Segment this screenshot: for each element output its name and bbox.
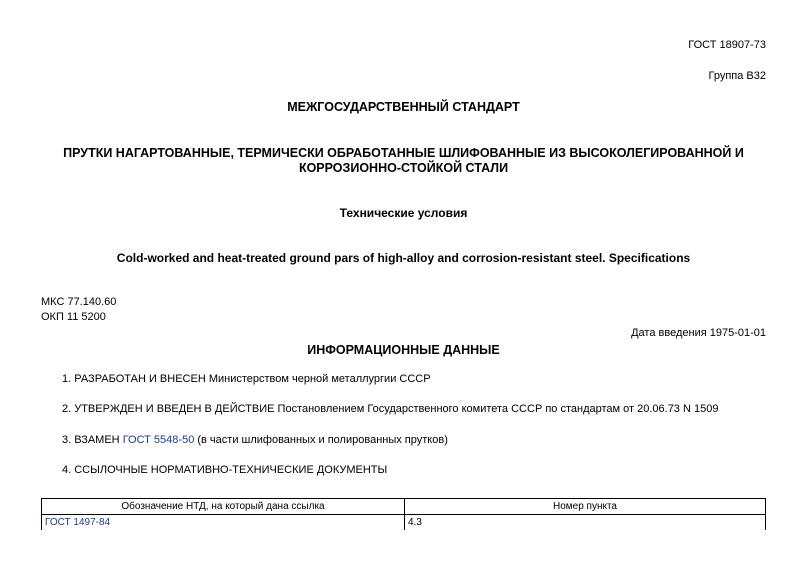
column-header-doc: Обозначение НТД, на который дана ссылка — [42, 499, 405, 515]
table-row — [42, 515, 766, 531]
intro-date: Дата введения 1975-01-01 — [631, 327, 766, 339]
document-subtitle: Технические условия — [339, 206, 468, 220]
info-item-3-prefix: 3. ВЗАМЕН — [62, 434, 123, 446]
doc-number: ГОСТ 18907-73 — [688, 39, 766, 51]
document-title-en: Cold-worked and heat-treated ground pars of high-alloy and corrosion-resistant steel. Specifications — [116, 251, 691, 265]
table-cell-clause: 4.3 — [405, 515, 766, 531]
okp-code: ОКП 11 5200 — [41, 311, 106, 323]
info-item-3-suffix: (в части шлифованных и полированных прутков) — [194, 434, 448, 446]
info-item-2: 2. УТВЕРЖДЕН И ВВЕДЕН В ДЕЙСТВИЕ Постановлением Государственного комитета СССР по стандартам от 20.06.73 N 1509 — [62, 403, 719, 415]
table-cell-doc — [42, 515, 405, 531]
table-header-row — [42, 499, 766, 515]
group-code: Группа В32 — [708, 70, 766, 82]
info-heading: ИНФОРМАЦИОННЫЕ ДАННЫЕ — [307, 343, 500, 357]
info-item-3 — [62, 434, 448, 446]
document-title-ru — [0, 146, 807, 176]
info-item-1: 1. РАЗРАБОТАН И ВНЕСЕН Министерством черной металлургии СССР — [62, 373, 431, 385]
info-item-4: 4. ССЫЛОЧНЫЕ НОРМАТИВНО-ТЕХНИЧЕСКИЕ ДОКУМЕНТЫ — [62, 464, 388, 476]
document-title-ru-line1: ПРУТКИ НАГАРТОВАННЫЕ, ТЕРМИЧЕСКИ ОБРАБОТАННЫЕ ШЛИФОВАННЫЕ ИЗ ВЫСОКОЛЕГИРОВАННОЙ И — [63, 146, 744, 160]
reference-documents-table — [41, 498, 766, 530]
document-title-ru-line2: КОРРОЗИОННО-СТОЙКОЙ СТАЛИ — [298, 161, 509, 175]
gost-5548-50-link[interactable]: ГОСТ 5548-50 — [122, 434, 195, 446]
gost-1497-84-link[interactable]: ГОСТ 1497-84 — [45, 517, 111, 528]
standard-type-heading: МЕЖГОСУДАРСТВЕННЫЙ СТАНДАРТ — [287, 100, 520, 114]
column-header-clause: Номер пункта — [405, 499, 766, 515]
mks-code: МКС 77.140.60 — [41, 296, 117, 308]
